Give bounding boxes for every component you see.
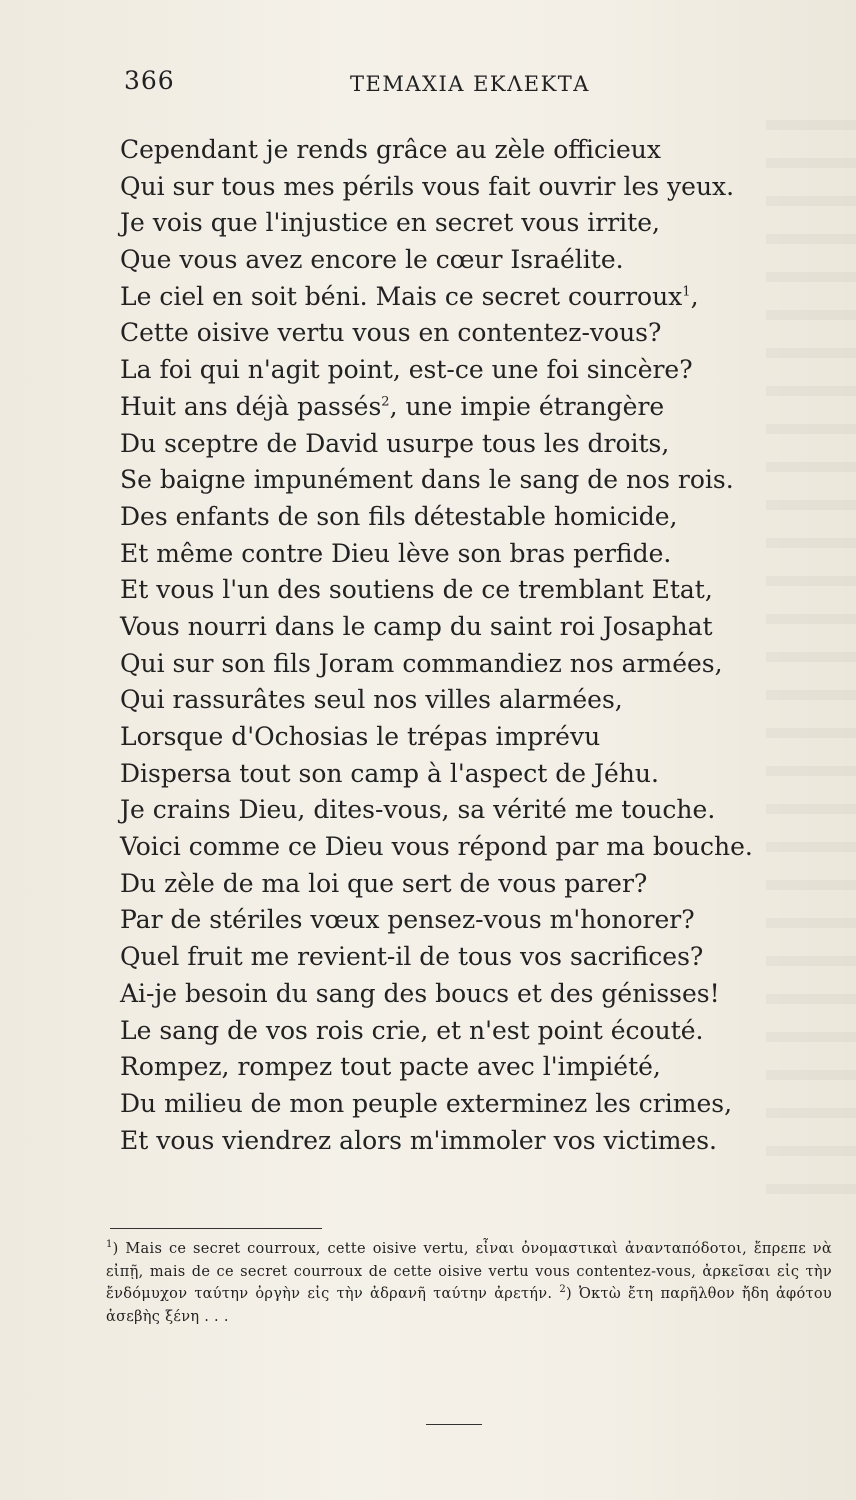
verse-line-7: La foi qui n'agit point, est-ce une foi sincère? bbox=[120, 355, 693, 385]
footnote-2-text: ) Ὀκτὼ ἔτη παρῆλθον ἤδη ἀφότου ἀσεβὴς ξένη . . . bbox=[106, 1286, 832, 1325]
verse-line-25: Le sang de vos rois crie, et n'est point écouté. bbox=[120, 1015, 704, 1045]
verse-line-8 bbox=[120, 389, 820, 426]
verse-line-13: Et vous l'un des soutiens de ce tremblant Etat, bbox=[120, 575, 713, 605]
verse-line-19: Je crains Dieu, dites-vous, sa vérité me touche. bbox=[120, 795, 716, 825]
footnote-ref-1: 1 bbox=[682, 284, 691, 300]
verse-line-14: Vous nourri dans le camp du saint roi Josaphat bbox=[120, 611, 713, 641]
verse-line-3: Je vois que l'injustice en secret vous irrite, bbox=[120, 208, 660, 238]
footnotes bbox=[106, 1238, 832, 1328]
verse-line-22: Par de stériles vœux pensez-vous m'honorer? bbox=[120, 905, 695, 935]
verse-line-17: Lorsque d'Ochosias le trépas imprévu bbox=[120, 722, 601, 751]
footnote-2-mark: 2 bbox=[559, 1284, 566, 1296]
footnote-1-mark: 1 bbox=[106, 1239, 113, 1251]
verse-line-12: Et même contre Dieu lève son bras perfide. bbox=[120, 538, 672, 568]
verse-line-18: Dispersa tout son camp à l'aspect de Jéhu. bbox=[120, 758, 659, 788]
verse-line-28: Et vous viendrez alors m'immoler vos victimes. bbox=[120, 1125, 717, 1155]
verse-line-6: Cette oisive vertu vous en contentez-vous? bbox=[120, 318, 662, 348]
page-number: 366 bbox=[124, 66, 175, 95]
verse-line-2: Qui sur tous mes périls vous fait ouvrir les yeux. bbox=[120, 171, 735, 201]
verse-line-5: Le ciel en soit béni. Mais ce secret courroux$^1$, bbox=[120, 281, 699, 311]
verse-line-5-text: Le ciel en soit béni. Mais ce secret courroux bbox=[120, 281, 683, 311]
footnote-divider bbox=[110, 1228, 322, 1229]
verse-line-4: Que vous avez encore le cœur Israélite. bbox=[120, 245, 624, 275]
end-divider bbox=[426, 1424, 482, 1425]
verse-line-9: Du sceptre de David usurpe tous les droits, bbox=[120, 428, 670, 458]
verse-line-21: Du zèle de ma loi que sert de vous parer? bbox=[120, 868, 648, 898]
verse-line-24: Ai-je besoin du sang des boucs et des génisses! bbox=[120, 978, 720, 1008]
footnote-1-text: ) Mais ce secret courroux, cette oisive vertu, εἶναι ὀνομαστικαὶ ἀνανταπόδοτοι, ἔπρεπε νὰ εἰπῇ, mais de ce secret courroux de cette oisive vertu vous contentez-vous, ἀρκεῖσαι εἰς τὴν ἔνδόμυχον ταύτην ὀργὴν εἰς τὴν ἀδρανῆ ταύτην ἀρετήν. bbox=[106, 1241, 832, 1302]
verse-line-15: Qui sur son fils Joram commandiez nos armées, bbox=[120, 648, 723, 678]
verse-line-8-rest: , une impie étrangère bbox=[389, 391, 665, 421]
verse-line-11: Des enfants de son fils détestable homicide, bbox=[120, 501, 678, 531]
poem-text bbox=[120, 132, 820, 1159]
verse-line-8-text: Huit ans déjà passés bbox=[120, 391, 382, 421]
verse-line-1: Cependant je rends grâce au zèle officieux bbox=[120, 135, 662, 164]
verse-line-10: Se baigne impunément dans le sang de nos rois. bbox=[120, 465, 734, 495]
running-title: ΤΕΜΑΧΙΑ ΕΚΛΕΚΤΑ bbox=[350, 72, 590, 96]
verse-line-27: Du milieu de mon peuple exterminez les crimes, bbox=[120, 1088, 733, 1118]
footnote-ref-2: 2 bbox=[381, 394, 390, 410]
verse-line-23: Quel fruit me revient-il de tous vos sacrifices? bbox=[120, 942, 704, 972]
verse-line-16: Qui rassurâtes seul nos villes alarmées, bbox=[120, 685, 623, 715]
verse-line-20: Voici comme ce Dieu vous répond par ma bouche. bbox=[120, 832, 753, 862]
verse-line-26: Rompez, rompez tout pacte avec l'impiété, bbox=[120, 1052, 661, 1082]
